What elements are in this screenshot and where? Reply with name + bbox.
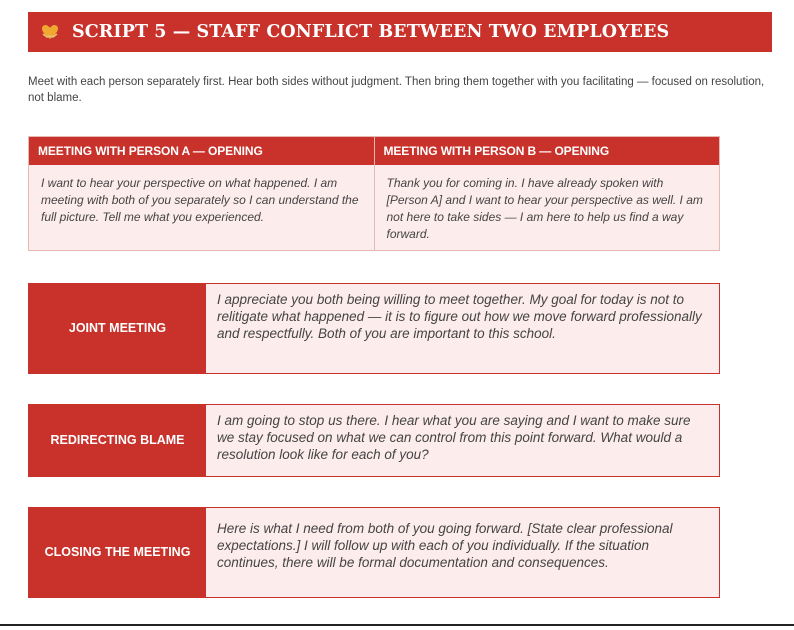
heart-hands-icon [40, 22, 60, 42]
script-title-bar [28, 12, 772, 52]
closing-meeting-script: Here is what I need from both of you going forward. [State clear professional expectations.] I will follow up with each of you individually. If the situation continues, there will be formal documentation and consequences. [217, 521, 673, 570]
person-b-heading: MEETING WITH PERSON B — OPENING [375, 137, 720, 165]
closing-meeting-label: CLOSING THE MEETING [29, 508, 206, 597]
redirecting-blame-row [28, 404, 720, 477]
redirecting-blame-label: REDIRECTING BLAME [29, 405, 206, 476]
joint-meeting-label: JOINT MEETING [29, 284, 206, 373]
person-a-script: I want to hear your perspective on what happened. I am meeting with both of you separately so I can understand the full picture. Tell me what you experienced. [41, 176, 359, 224]
intro-text: Meet with each person separately first. Hear both sides without judgment. Then bring them together with you facilitating — focused on resolution, not blame. [28, 76, 765, 104]
page-title: SCRIPT 5 — STAFF CONFLICT BETWEEN TWO EMPLOYEES [72, 22, 670, 42]
person-b-column [374, 137, 720, 250]
person-a-heading: MEETING WITH PERSON A — OPENING [29, 137, 374, 165]
person-a-column [29, 137, 374, 250]
closing-meeting-row [28, 507, 720, 598]
person-b-script: Thank you for coming in. I have already spoken with [Person A] and I want to hear your perspective as well. I am not here to take sides — I am here to help us find a way forward. [386, 176, 703, 241]
joint-meeting-row [28, 283, 720, 374]
redirecting-blame-script: I am going to stop us there. I hear what you are saying and I want to make sure we stay focused on what we can control from this point forward. What would a resolution look like for each of you? [217, 413, 691, 462]
person-meetings-table [28, 136, 720, 251]
joint-meeting-script: I appreciate you both being willing to meet together. My goal for today is not to relitigate what happened — it is to figure out how we move forward professionally and respectfully. Both of you are important to this school. [217, 292, 702, 341]
bottom-divider [0, 624, 794, 626]
